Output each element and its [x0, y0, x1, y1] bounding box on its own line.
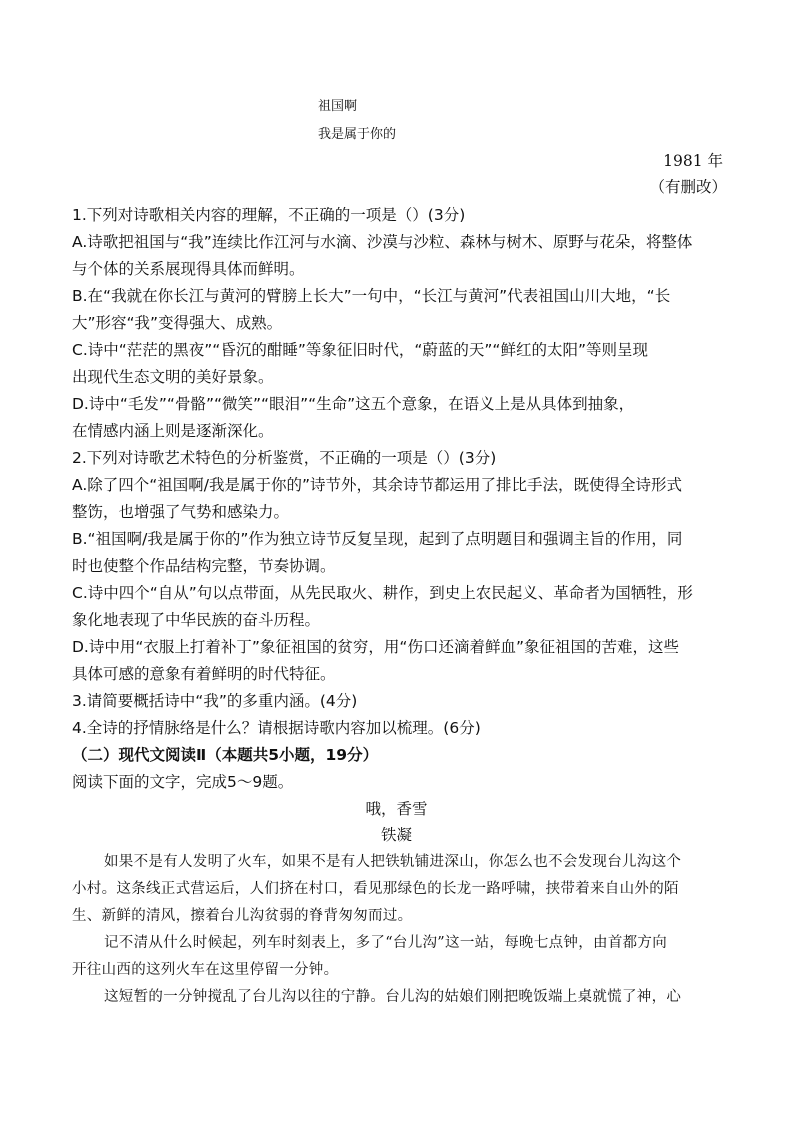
question-2-option-c-line-2: 象化地表现了中华民族的奋斗历程。	[72, 611, 321, 629]
question-1-option-a-line-2: 与个体的关系展现得具体而鲜明。	[72, 260, 305, 278]
question-2-option-b-line-1: B.“祖国啊/我是属于你的”作为独立诗节反复呈现，起到了点明题目和强调主旨的作用，同	[72, 530, 683, 548]
story-paragraph-2-line-2: 开往山西的这列火车在这里停留一分钟。	[72, 962, 339, 978]
story-title: 哦，香雪	[365, 800, 428, 818]
story-author: 铁凝	[380, 826, 412, 844]
question-1-option-c-line-2: 出现代生态文明的美好景象。	[72, 368, 274, 386]
story-paragraph-3-line-1: 这短暂的一分钟搅乱了台儿沟以往的宁静。台儿沟的姑娘们刚把晚饭端上桌就慌了神，心	[104, 989, 682, 1005]
question-1-option-b-line-1: B.在“我就在你长江与黄河的臂膀上长大”一句中，“长江与黄河”代表祖国山川大地，“长	[72, 287, 671, 305]
question-2-option-b-line-2: 时也使整个作品结构完整，节奏协调。	[72, 557, 336, 575]
question-1-option-a-line-1: A.诗歌把祖国与“我”连续比作江河与水滴、沙漠与沙粒、森林与树木、原野与花朵，将整体	[72, 233, 693, 251]
question-2-option-a-line-2: 整饬，也增强了气势和感染力。	[72, 503, 290, 521]
question-2-stem: 2.下列对诗歌艺术特色的分析鉴赏，不正确的一项是（）(3分)	[72, 449, 497, 467]
poem-closing-line-1: 祖国啊	[318, 99, 358, 114]
question-4: 4.全诗的抒情脉络是什么？请根据诗歌内容加以梳理。(6分)	[72, 719, 481, 737]
question-1-option-c-line-1: C.诗中“茫茫的黑夜”“昏沉的酣睡”等象征旧时代，“蔚蓝的天”“鲜红的太阳”等则呈现	[72, 341, 648, 359]
poem-edit-note: （有删改）	[649, 178, 727, 196]
question-1-option-b-line-2: 大”形容“我”变得强大、成熟。	[72, 314, 283, 332]
question-1-option-d-line-1: D.诗中“毛发”“骨骼”“微笑”“眼泪”“生命”这五个意象，在语义上是从具体到抽象，	[72, 395, 635, 413]
question-1-stem: 1.下列对诗歌相关内容的理解，不正确的一项是（）(3分)	[72, 206, 466, 224]
story-paragraph-1-line-2: 小村。这条线正式营运后，人们挤在村口，看见那绿色的长龙一路呼啸，挟带着来自山外的陌	[72, 881, 679, 897]
poem-closing-line-2: 我是属于你的	[318, 127, 397, 142]
question-2-option-a-line-1: A.除了四个“祖国啊/我是属于你的”诗节外，其余诗节都运用了排比手法，既使得全诗形式	[72, 476, 683, 494]
story-paragraph-1-line-1: 如果不是有人发明了火车，如果不是有人把铁轨铺进深山，你怎么也不会发现台儿沟这个	[104, 854, 682, 870]
question-2-option-c-line-1: C.诗中四个“自从”句以点带面，从先民取火、耕作，到史上农民起义、革命者为国牺牲，形	[72, 584, 693, 602]
question-2-option-d-line-2: 具体可感的意象有着鲜明的时代特征。	[72, 665, 336, 683]
question-3: 3.请简要概括诗中“我”的多重内涵。(4分)	[72, 692, 358, 710]
section-instruction: 阅读下面的文字，完成5～9题。	[72, 773, 294, 791]
section-heading: （二）现代文阅读Ⅱ（本题共5小题，19分）	[72, 746, 379, 764]
poem-date: 1981 年	[663, 152, 723, 170]
story-paragraph-1-line-3: 生、新鲜的清风，擦着台儿沟贫弱的脊背匆匆而过。	[72, 908, 413, 924]
question-1-option-d-line-2: 在情感内涵上则是逐渐深化。	[72, 422, 274, 440]
story-paragraph-2-line-1: 记不清从什么时候起，列车时刻表上，多了“台儿沟”这一站，每晚七点钟，由首都方向	[104, 935, 668, 951]
question-2-option-d-line-1: D.诗中用“衣服上打着补丁”象征祖国的贫穷，用“伤口还滴着鲜血”象征祖国的苦难，这些	[72, 638, 679, 656]
